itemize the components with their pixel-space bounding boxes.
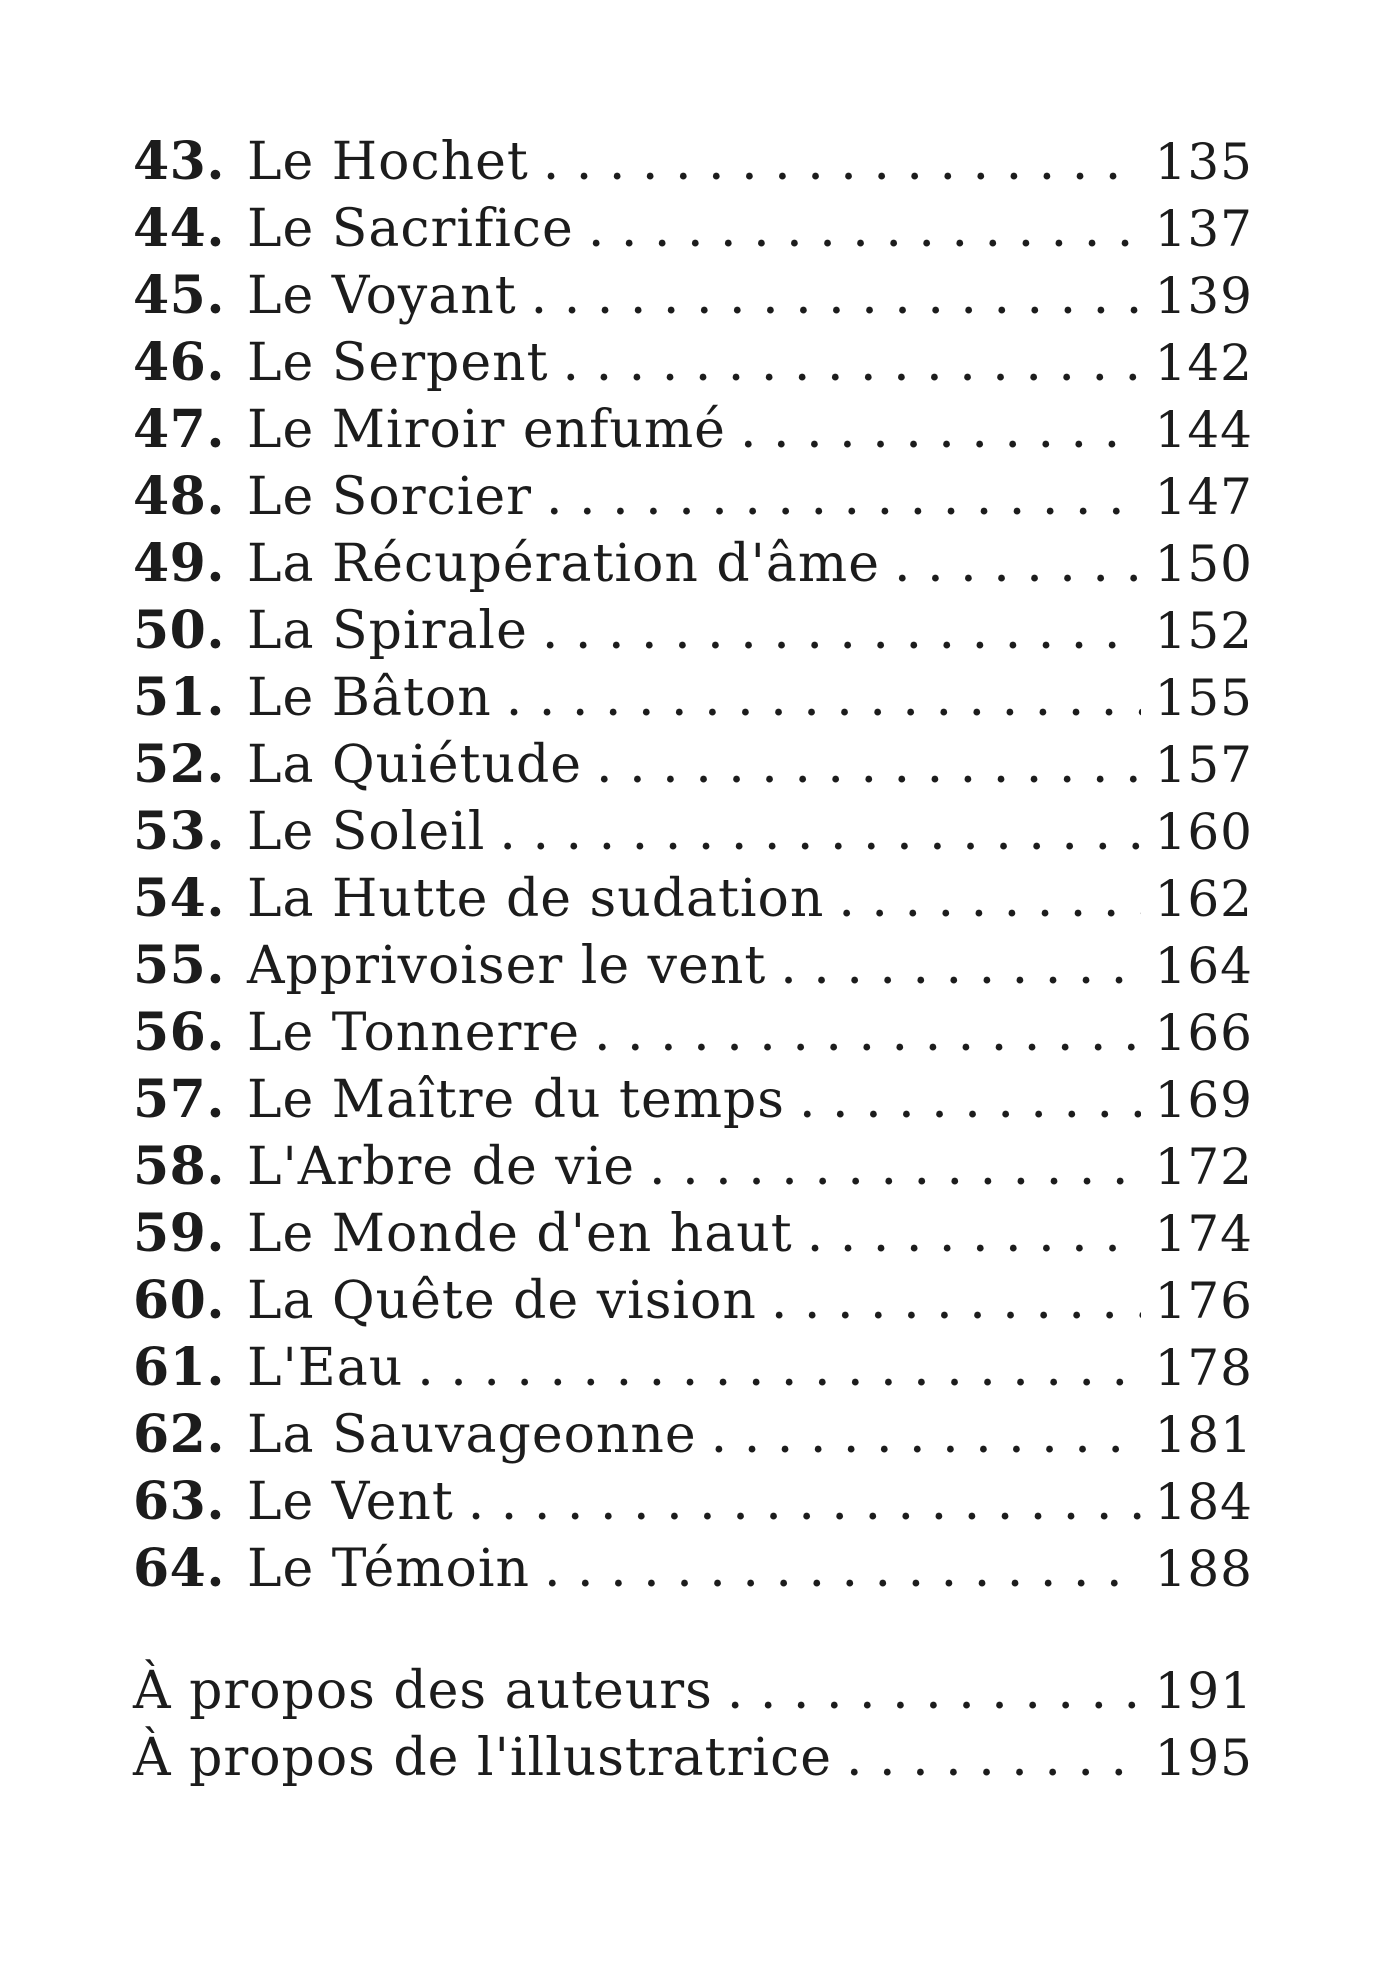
entry-number: 59. — [133, 1203, 225, 1264]
toc-entry-43[interactable] — [133, 128, 1253, 195]
entry-page-number: 181 — [1154, 1406, 1253, 1464]
entry-title: Le Monde d'en haut — [246, 1204, 793, 1264]
dot-leader — [542, 598, 1141, 665]
section-spacer — [133, 1602, 1253, 1658]
toc-entry-47[interactable] — [133, 396, 1253, 463]
entry-title: Le Miroir enfumé — [246, 400, 726, 460]
dot-leader — [799, 1067, 1141, 1134]
entry-page-number: 169 — [1154, 1071, 1253, 1129]
entry-title: Le Serpent — [246, 333, 549, 393]
entry-number: 44. — [133, 198, 225, 259]
entry-title: Le Témoin — [246, 1539, 530, 1599]
entry-number: 53. — [133, 801, 225, 862]
entry-page-number: 142 — [1154, 334, 1253, 392]
entry-number: 43. — [133, 131, 225, 192]
dot-leader — [780, 933, 1140, 1000]
toc-entry-59[interactable] — [133, 1200, 1253, 1267]
entry-page-number: 152 — [1154, 602, 1253, 660]
entry-number: 48. — [133, 466, 225, 527]
entry-number: 45. — [133, 265, 225, 326]
entry-title: Le Voyant — [246, 266, 517, 326]
entry-number: 49. — [133, 533, 225, 594]
entry-page-number: 139 — [1154, 267, 1253, 325]
entry-page-number: 144 — [1154, 401, 1253, 459]
dot-leader — [807, 1201, 1141, 1268]
dot-leader — [563, 330, 1141, 397]
entry-number: 64. — [133, 1538, 225, 1599]
dot-leader — [649, 1134, 1141, 1201]
entry-title: La Sauvageonne — [246, 1405, 697, 1465]
entry-number: 62. — [133, 1404, 225, 1465]
entry-number: 50. — [133, 600, 225, 661]
entry-number: 46. — [133, 332, 225, 393]
entry-title: La Quiétude — [246, 735, 583, 795]
entry-title: À propos de l'illustratrice — [133, 1728, 832, 1788]
dot-leader — [711, 1402, 1141, 1469]
entry-page-number: 166 — [1154, 1004, 1253, 1062]
toc-entry-48[interactable] — [133, 463, 1253, 530]
toc-entry-46[interactable] — [133, 329, 1253, 396]
entry-page-number: 157 — [1154, 736, 1253, 794]
entry-title: Le Bâton — [246, 668, 492, 728]
entry-number: 54. — [133, 868, 225, 929]
toc-entry-44[interactable] — [133, 195, 1253, 262]
toc-entry-53[interactable] — [133, 798, 1253, 865]
entry-page-number: 137 — [1154, 200, 1253, 258]
toc-entry-about-authors[interactable] — [133, 1658, 1253, 1725]
dot-leader — [727, 1658, 1141, 1725]
dot-leader — [596, 732, 1141, 799]
dot-leader — [894, 531, 1141, 598]
entry-number: 47. — [133, 399, 225, 460]
entry-page-number: 147 — [1154, 468, 1253, 526]
dot-leader — [846, 1725, 1141, 1792]
entry-page-number: 162 — [1154, 870, 1253, 928]
dot-leader — [531, 263, 1141, 330]
toc-entry-50[interactable] — [133, 597, 1253, 664]
toc-entry-49[interactable] — [133, 530, 1253, 597]
entry-page-number: 172 — [1154, 1138, 1253, 1196]
dot-leader — [543, 129, 1141, 196]
toc-entry-62[interactable] — [133, 1401, 1253, 1468]
entry-number: 51. — [133, 667, 225, 728]
entry-page-number: 160 — [1154, 803, 1253, 861]
entry-page-number: 191 — [1154, 1662, 1253, 1720]
toc-entry-52[interactable] — [133, 731, 1253, 798]
entry-title: À propos des auteurs — [133, 1661, 713, 1721]
entry-title: Le Sacrifice — [246, 199, 574, 259]
dot-leader — [771, 1268, 1141, 1335]
dot-leader — [588, 196, 1141, 263]
entry-page-number: 135 — [1154, 133, 1253, 191]
toc-entry-51[interactable] — [133, 664, 1253, 731]
entry-page-number: 174 — [1154, 1205, 1253, 1263]
entry-title: Le Hochet — [246, 132, 529, 192]
toc-entry-60[interactable] — [133, 1267, 1253, 1334]
entry-number: 55. — [133, 935, 225, 996]
appendix-list — [133, 1658, 1253, 1792]
entry-title: La Récupération d'âme — [246, 534, 881, 594]
dot-leader — [740, 397, 1141, 464]
entry-page-number: 150 — [1154, 535, 1253, 593]
entry-number: 56. — [133, 1002, 225, 1063]
toc-entry-64[interactable] — [133, 1535, 1253, 1602]
toc-entry-58[interactable] — [133, 1133, 1253, 1200]
entry-title: La Quête de vision — [246, 1271, 757, 1331]
entry-title: La Spirale — [246, 601, 528, 661]
entry-number: 60. — [133, 1270, 225, 1331]
toc-entry-56[interactable] — [133, 999, 1253, 1066]
entry-title: L'Arbre de vie — [246, 1137, 636, 1197]
dot-leader — [544, 1536, 1141, 1603]
toc-entry-55[interactable] — [133, 932, 1253, 999]
dot-leader — [838, 866, 1140, 933]
entry-page-number: 155 — [1154, 669, 1253, 727]
toc-entry-57[interactable] — [133, 1066, 1253, 1133]
dot-leader — [594, 1000, 1141, 1067]
entry-title: Le Soleil — [246, 802, 486, 862]
dot-leader — [417, 1335, 1140, 1402]
dot-leader — [468, 1469, 1141, 1536]
toc-entry-about-illustrator[interactable] — [133, 1725, 1253, 1792]
entry-title: Apprivoiser le vent — [246, 936, 767, 996]
entry-page-number: 184 — [1154, 1473, 1253, 1531]
entry-title: Le Maître du temps — [246, 1070, 785, 1130]
entry-page-number: 176 — [1154, 1272, 1253, 1330]
entry-title: Le Sorcier — [246, 467, 532, 527]
toc-entry-45[interactable] — [133, 262, 1253, 329]
dot-leader — [546, 464, 1141, 531]
toc-entry-63[interactable] — [133, 1468, 1253, 1535]
entry-number: 61. — [133, 1337, 225, 1398]
entry-number: 57. — [133, 1069, 225, 1130]
entry-page-number: 195 — [1154, 1729, 1253, 1787]
entry-number: 52. — [133, 734, 225, 795]
entry-title: Le Tonnerre — [246, 1003, 580, 1063]
entry-number: 58. — [133, 1136, 225, 1197]
entry-page-number: 164 — [1154, 937, 1253, 995]
entry-page-number: 178 — [1154, 1339, 1253, 1397]
entry-title: La Hutte de sudation — [246, 869, 825, 929]
entry-number: 63. — [133, 1471, 225, 1532]
dot-leader — [506, 665, 1141, 732]
entry-page-number: 188 — [1154, 1540, 1253, 1598]
entry-title: L'Eau — [246, 1338, 404, 1398]
toc-entry-54[interactable] — [133, 865, 1253, 932]
toc-entry-61[interactable] — [133, 1334, 1253, 1401]
entry-title: Le Vent — [246, 1472, 454, 1532]
table-of-contents — [133, 128, 1253, 1792]
dot-leader — [499, 799, 1140, 866]
chapter-list — [133, 128, 1253, 1602]
